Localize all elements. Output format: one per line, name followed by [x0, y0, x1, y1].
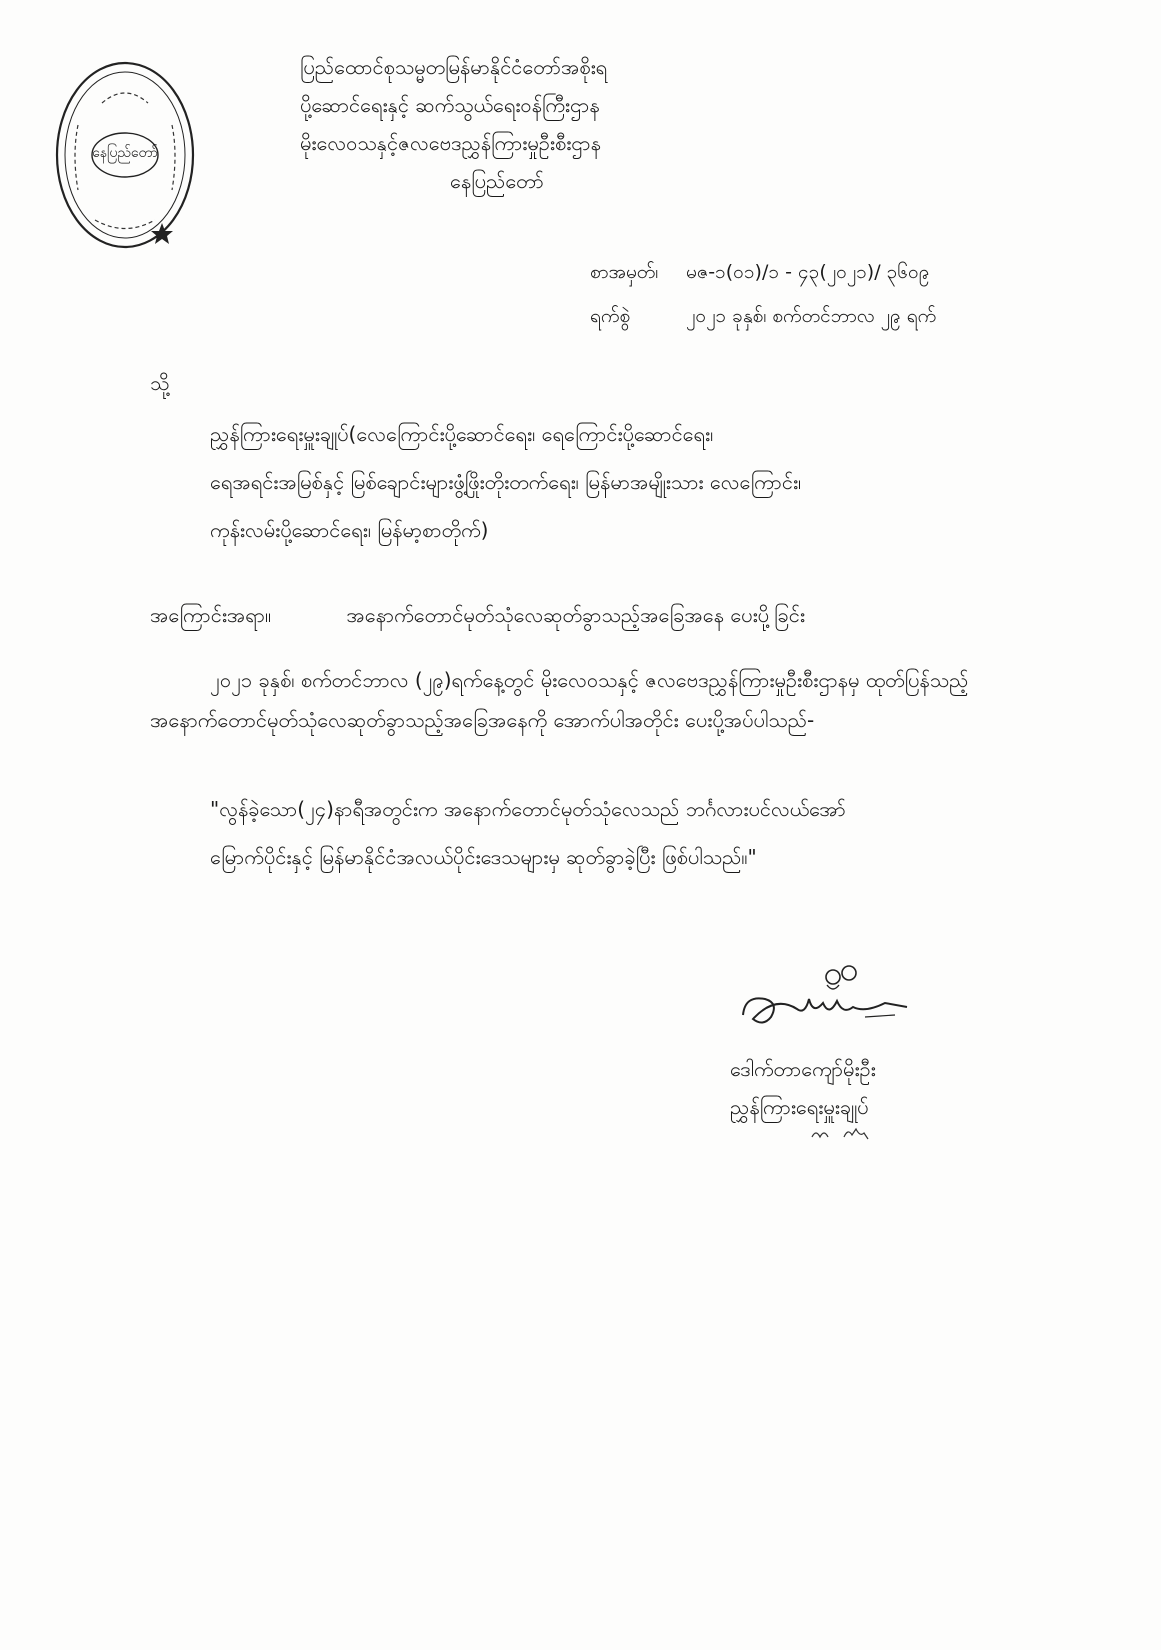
letter-date: ၂၀၂၁ ခုနှစ်၊ စက်တင်ဘာလ ၂၉ ရက်: [686, 305, 937, 327]
seal-center-text: နေပြည်တော်: [92, 145, 158, 161]
signature-graphic: [735, 955, 915, 1045]
reference-number: မဇ-၁(၀၁)/၁ - ၄၃(၂၀၂၁)/ ၃၆၀၉: [686, 261, 930, 283]
reference-number-row: [590, 250, 1090, 294]
signatory-block: [730, 1050, 1070, 1126]
government-line: ပြည်ထောင်စုသမ္မတမြန်မာနိုင်ငံတော်အစိုးရ: [300, 55, 608, 79]
letter-body: [150, 660, 1085, 740]
date-label: ရက်စွဲ: [590, 305, 631, 327]
subject-text: အနောက်တောင်မုတ်သုံလေဆုတ်ခွာသည့်အခြေအနေ ပေးပို့ခြင်း: [346, 603, 805, 627]
signatory-name: ဒေါက်တာကျော်မိုးဦး: [730, 1057, 876, 1081]
recipient-line-2: ရေအရင်းအမြစ်နှင့် မြစ်ချောင်းများဖွံ့ဖြိုးတိုးတက်ရေး၊ မြန်မာအမျိုးသား လေကြောင်း၊: [210, 470, 802, 494]
recipient-line-3: ကုန်းလမ်းပို့ဆောင်ရေး၊ မြန်မာ့စာတိုက်): [210, 518, 489, 542]
ministry-line: ပို့ဆောင်ရေးနှင့် ဆက်သွယ်ရေးဝန်ကြီးဌာန: [300, 93, 600, 117]
quote-line-2: မြောက်ပိုင်းနှင့် မြန်မာနိုင်ငံအလယ်ပိုင်းဒေသများမှ ဆုတ်ခွာခဲ့ပြီး ဖြစ်ပါသည်။": [210, 845, 757, 869]
body-paragraph: ၂၀၂၁ ခုနှစ်၊ စက်တင်ဘာလ (၂၉)ရက်နေ့တွင် မိုးလေဝသနှင့် ဇလဗေဒညွှန်ကြားမှုဦးစီးဌာနမှ ထုတ်ပြန်သည့် အနောက်တောင်မုတ်သုံလေဆုတ်ခွာသည့်အခြေအနေကို အောက်ပါအတိုင်း ပေးပို့အပ်ပါသည်-: [150, 668, 969, 732]
signatory-title: ညွှန်ကြားရေးမှူးချုပ်: [730, 1095, 869, 1119]
handwritten-signature: [735, 955, 915, 1045]
subject-label: အကြောင်းအရာ။: [150, 603, 272, 627]
handwritten-initials: [810, 1125, 880, 1144]
seal-star-icon: [151, 223, 173, 244]
quote-line-1: "လွန်ခဲ့သော(၂၄)နာရီအတွင်းက အနောက်တောင်မုတ်သုံလေသည် ဘင်္ဂလားပင်လယ်အော်: [210, 797, 846, 821]
department-seal: [50, 55, 200, 265]
initials-graphic: [810, 1125, 880, 1141]
city-line: နေပြည်တော်: [450, 169, 544, 193]
recipient-line-1: ညွှန်ကြားရေးမှူးချုပ်(လေကြောင်းပို့ဆောင်ရေး၊ ရေကြောင်းပို့ဆောင်ရေး၊: [210, 422, 714, 446]
subject-row: [150, 602, 1090, 632]
recipient-block: [210, 410, 1090, 554]
reference-block: [590, 250, 1090, 338]
reference-number-label: စာအမှတ်၊: [590, 261, 659, 283]
quoted-statement: [210, 785, 1090, 881]
letterhead: [300, 48, 860, 200]
department-line: မိုးလေဝသနှင့်ဇလဗေဒညွှန်ကြားမှုဦးစီးဌာန: [300, 131, 601, 155]
to-label: သို့: [150, 371, 170, 395]
date-row: [590, 294, 1090, 338]
